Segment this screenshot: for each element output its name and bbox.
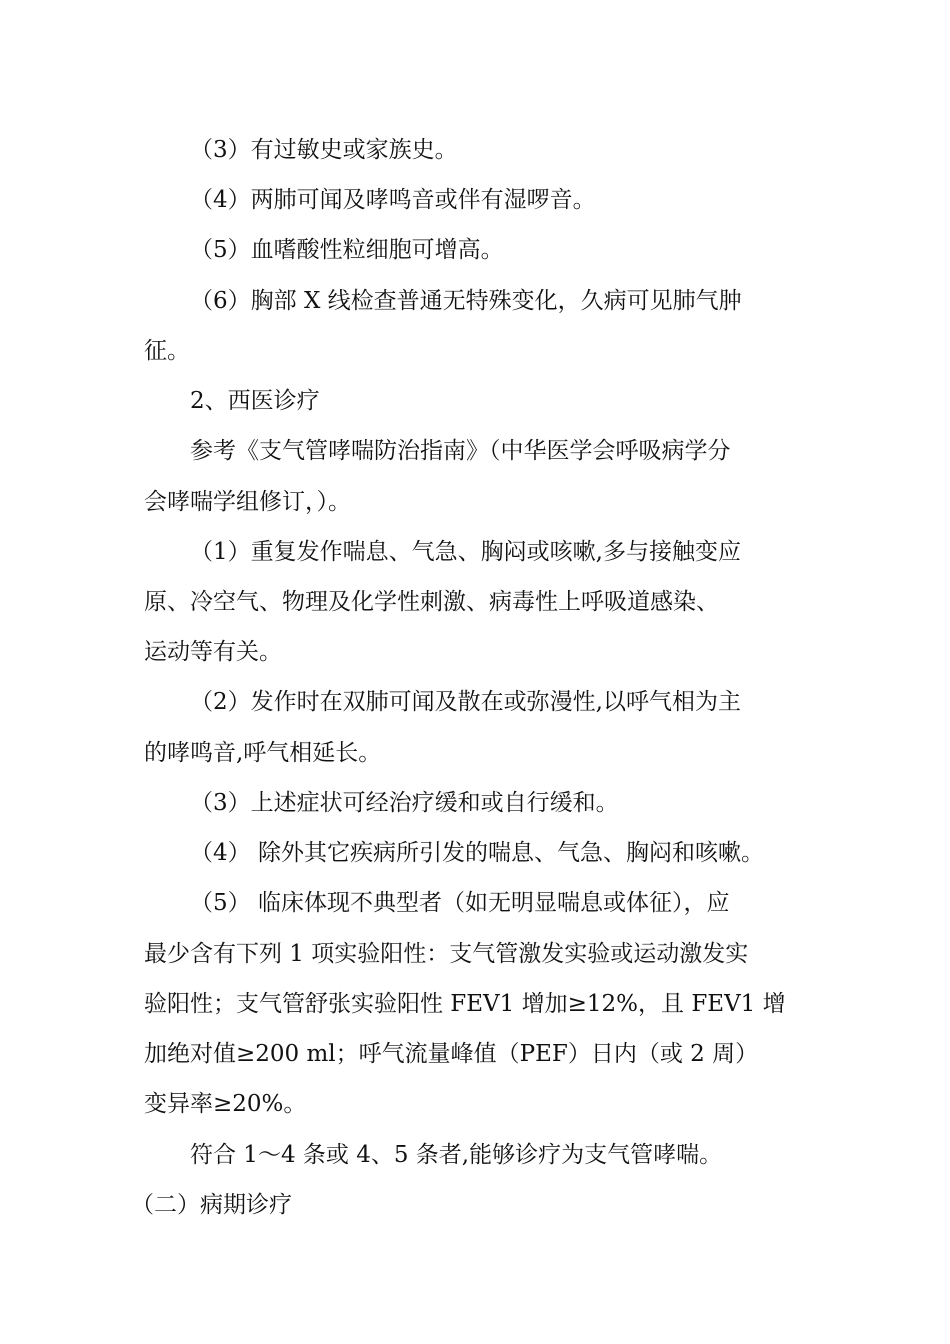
text-line: （6）胸部 X 线检查普通无特殊变化，久病可见肺气肿 — [190, 288, 742, 314]
text-line: 原、冷空气、物理及化学性刺激、病毒性上呼吸道感染、 — [144, 589, 719, 615]
text-line: 会哮喘学组修订，）。 — [144, 489, 351, 515]
text-line: 最少含有下列 1 项实验阳性：支气管激发实验或运动激发实 — [144, 941, 749, 967]
text-line: （3）上述症状可经治疗缓和或自行缓和。 — [190, 790, 619, 816]
text-line: （1）重复发作喘息、气急、胸闷或咳嗽,多与接触变应 — [190, 539, 741, 565]
text-line: 的哮鸣音,呼气相延长。 — [144, 740, 382, 766]
text-line: 验阳性；支气管舒张实验阳性 FEV1 增加≥12%，且 FEV1 增 — [144, 991, 786, 1017]
text-line: 符合 1～4 条或 4、5 条者,能够诊疗为支气管哮喘。 — [190, 1142, 723, 1168]
text-line: 变异率≥20%。 — [144, 1091, 307, 1117]
text-line: 参考《支气管哮喘防治指南》（中华医学会呼吸病学分 — [190, 438, 731, 464]
section-heading: （二）病期诊疗 — [131, 1192, 292, 1218]
text-line: （5） 临床体现不典型者（如无明显喘息或体征），应 — [190, 890, 730, 916]
text-line: （2）发作时在双肺可闻及散在或弥漫性,以呼气相为主 — [190, 689, 741, 715]
text-line: （4）两肺可闻及哮鸣音或伴有湿啰音。 — [190, 187, 596, 213]
text-line: （3）有过敏史或家族史。 — [190, 137, 458, 163]
text-line: 加绝对值≥200 ml；呼气流量峰值（PEF）日内（或 2 周） — [144, 1041, 759, 1067]
text-line: （5）血嗜酸性粒细胞可增高。 — [190, 237, 504, 263]
text-line: 征。 — [144, 338, 190, 364]
section-heading: 2、西医诊疗 — [190, 388, 320, 414]
text-line: 运动等有关。 — [144, 639, 282, 665]
text-line: （4） 除外其它疾病所引发的喘息、气急、胸闷和咳嗽。 — [190, 840, 764, 866]
